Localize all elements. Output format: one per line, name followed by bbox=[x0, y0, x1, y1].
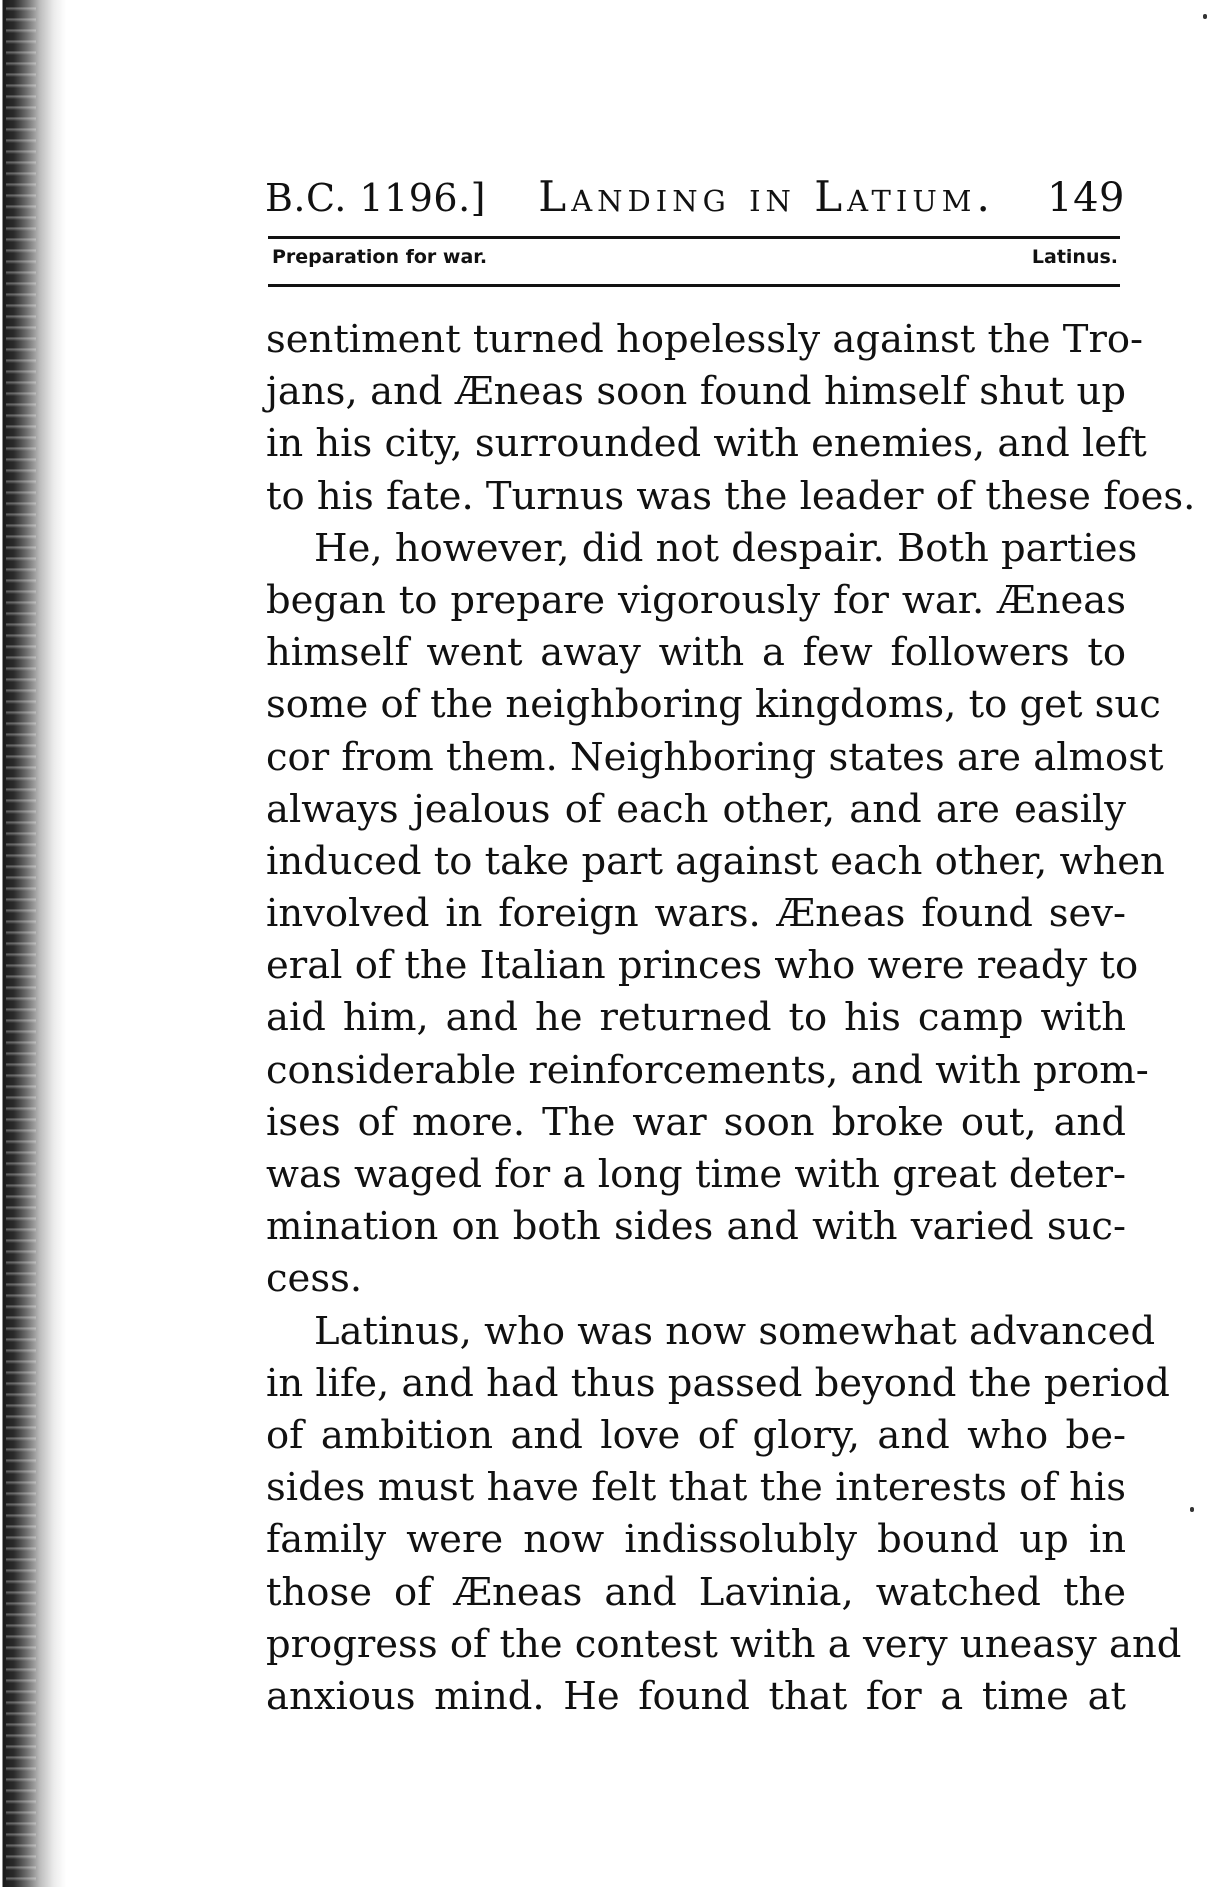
text-line: anxious mind. He found that for a time at bbox=[266, 1673, 1126, 1719]
header-title: Landing in Latium. bbox=[538, 172, 995, 221]
text-line: of ambition and love of glory, and who be- bbox=[266, 1412, 1126, 1458]
text-line: began to prepare vigorously for war. Æneas bbox=[266, 577, 1126, 623]
text-line: Latinus, who was now somewhat advanced bbox=[314, 1308, 1156, 1354]
text-line: to his fate. Turnus was the leader of these foes. bbox=[266, 473, 1196, 519]
text-line: sentiment turned hopelessly against the Tro- bbox=[266, 317, 1144, 362]
text-line: sides must have felt that the interests of his bbox=[266, 1465, 1126, 1511]
page-number: 149 bbox=[1047, 175, 1125, 221]
text-line: in his city, surrounded with enemies, and left bbox=[266, 421, 1147, 467]
header-rule-top bbox=[268, 236, 1120, 239]
text-line: eral of the Italian princes who were ready to bbox=[266, 943, 1139, 989]
text-line: was waged for a long time with great deter- bbox=[266, 1152, 1126, 1197]
text-line: those of Æneas and Lavinia, watched the bbox=[266, 1569, 1126, 1615]
text-line: cor from them. Neighboring states are almost bbox=[266, 734, 1164, 780]
text-line: cess. bbox=[266, 1256, 363, 1302]
header-date: B.C. 1196.] bbox=[265, 176, 486, 220]
text-line: jans, and Æneas soon found himself shut up bbox=[266, 369, 1126, 415]
page-binding-edge bbox=[0, 0, 80, 1887]
text-line: in life, and had thus passed beyond the period bbox=[266, 1360, 1170, 1406]
subheader-right: Latinus. bbox=[1031, 246, 1118, 268]
marginal-subheader bbox=[272, 246, 1118, 268]
text-line: family were now indissolubly bound up in bbox=[266, 1517, 1126, 1563]
text-line: always jealous of each other, and are easily bbox=[266, 786, 1126, 832]
text-line: some of the neighboring kingdoms, to get suc bbox=[266, 682, 1161, 728]
header-rule-bottom bbox=[268, 284, 1120, 287]
text-line: progress of the contest with a very uneasy and bbox=[266, 1621, 1182, 1667]
running-header bbox=[265, 172, 1125, 232]
text-line: mination on both sides and with varied suc- bbox=[266, 1204, 1126, 1250]
text-line: himself went away with a few followers to bbox=[266, 630, 1126, 676]
text-line: He, however, did not despair. Both parties bbox=[314, 525, 1138, 571]
text-line: induced to take part against each other, when bbox=[266, 838, 1165, 884]
text-line: considerable reinforcements, and with prom- bbox=[266, 1047, 1149, 1093]
scan-speck bbox=[1203, 14, 1207, 19]
subheader-left: Preparation for war. bbox=[272, 246, 488, 268]
body-text bbox=[266, 314, 1196, 1723]
text-line: aid him, and he returned to his camp with bbox=[266, 995, 1126, 1041]
text-line: ises of more. The war soon broke out, and bbox=[266, 1099, 1126, 1145]
scan-speck bbox=[1190, 1507, 1194, 1512]
text-line: involved in foreign wars. Æneas found sev- bbox=[266, 891, 1126, 937]
